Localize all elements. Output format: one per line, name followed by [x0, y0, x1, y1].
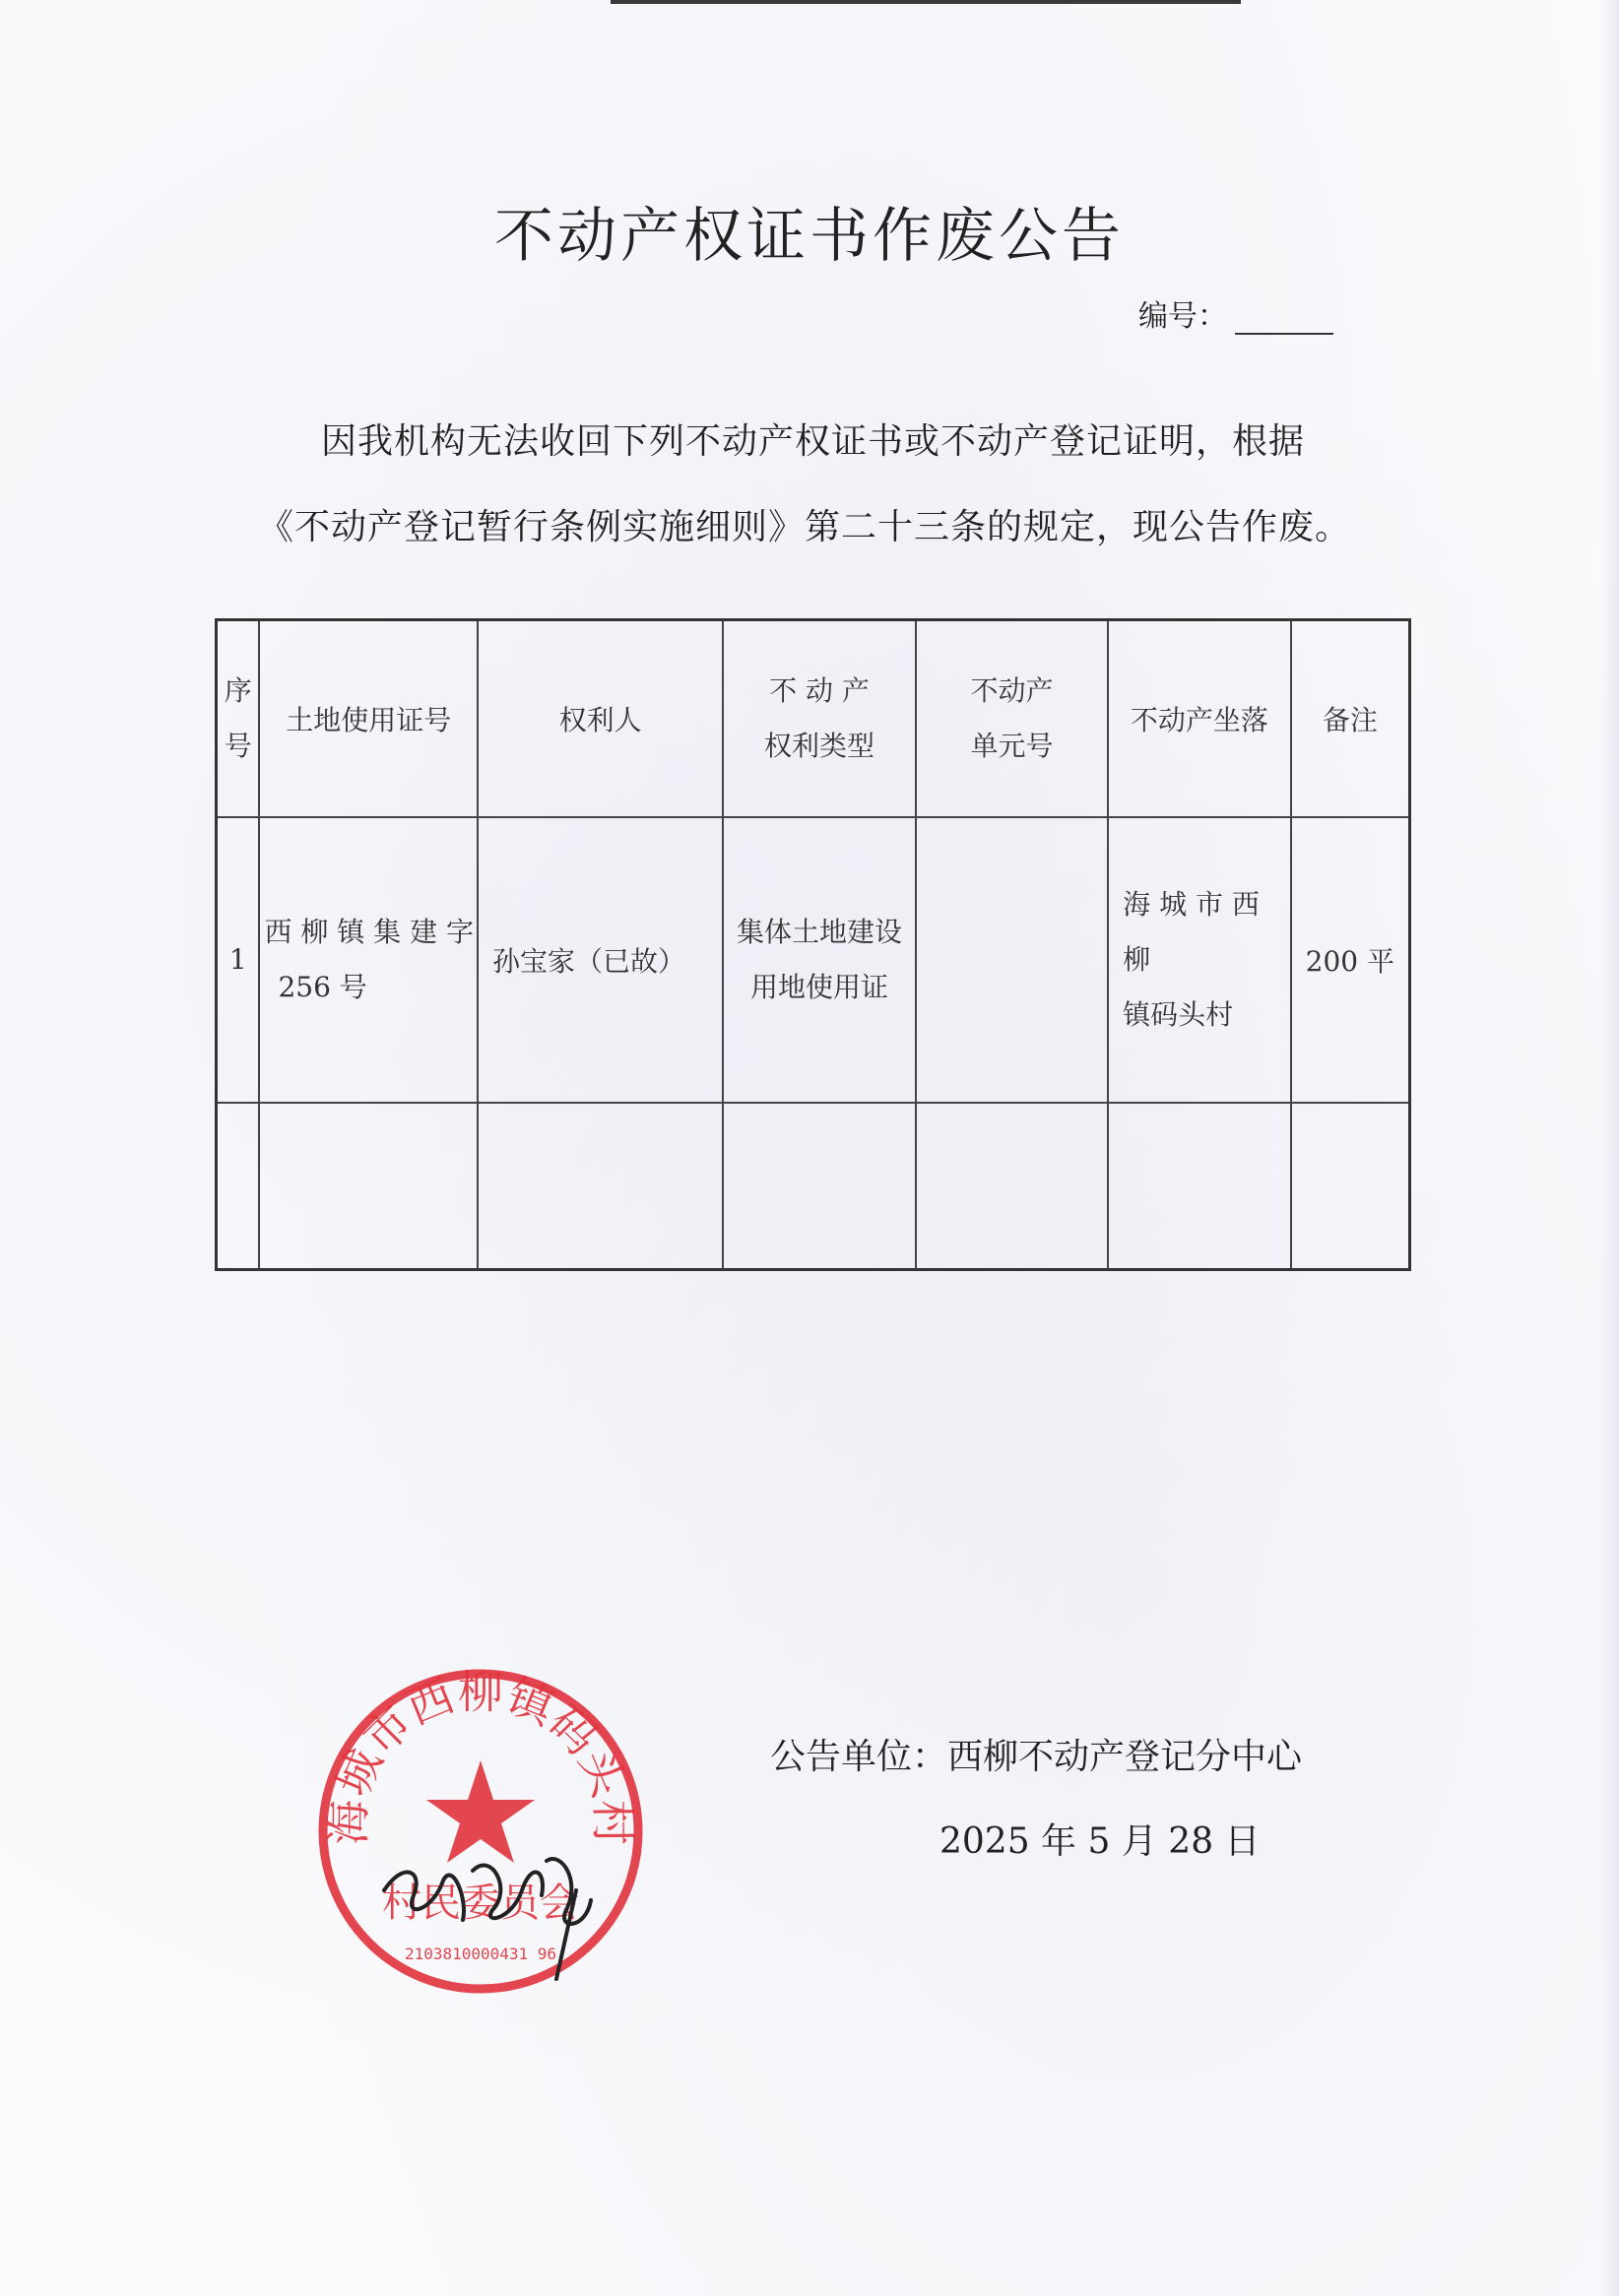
cell-owner: 孙宝家（已故） [478, 817, 723, 1103]
announcing-unit: 公告单位：西柳不动产登记分中心 [770, 1737, 1303, 1777]
notice-paragraph-line2: 《不动产登记暂行条例实施细则》第二十三条的规定，现公告作废。 [258, 507, 1352, 547]
header-owner: 权利人 [478, 620, 723, 817]
scan-edge-top [611, 0, 1241, 4]
certificate-table [215, 618, 1411, 1271]
cell-remark: 200 平 [1291, 817, 1410, 1103]
header-unit-line2: 单元号 [970, 729, 1054, 762]
signature-stroke [384, 1859, 591, 1979]
cell-cert-no [259, 817, 477, 1103]
empty-cell [478, 1103, 723, 1270]
announcement-date: 2025 年 5 月 28 日 [939, 1821, 1261, 1862]
table-row [217, 817, 1410, 1103]
serial-number-blank [1235, 305, 1333, 335]
cell-location-line2: 镇码头村 [1123, 997, 1234, 1031]
serial-number-label: 编号： [1138, 299, 1227, 334]
document-title: 不动产权证书作废公告 [494, 202, 1125, 271]
cell-cert-no-line1: 西 柳 镇 集 建 字 [264, 915, 474, 948]
header-remark: 备注 [1291, 620, 1410, 817]
header-location: 不动产坐落 [1108, 620, 1291, 817]
header-right-type-line2: 权利类型 [764, 729, 875, 762]
cell-right-type [723, 817, 915, 1103]
header-cert-no: 土地使用证号 [259, 620, 477, 817]
cell-unit-no [916, 817, 1108, 1103]
cell-cert-no-line2: 256 号 [278, 970, 367, 1003]
empty-cell [1291, 1103, 1410, 1270]
empty-cell [916, 1103, 1108, 1270]
cell-location-line1: 海 城 市 西 柳 [1123, 887, 1260, 976]
cell-seq: 1 [217, 817, 260, 1103]
serial-number-field [1138, 291, 1333, 335]
handwritten-signature [374, 1802, 630, 1999]
empty-cell [723, 1103, 915, 1270]
header-right-type [723, 620, 915, 817]
header-unit-line1: 不动产 [970, 673, 1054, 707]
seal-text: 海城市西柳镇码头村 [321, 1665, 640, 1846]
cell-right-type-line1: 集体土地建设 [737, 915, 903, 948]
seal-text-bottom: 村民委员会 [382, 1881, 579, 1926]
seal-code: 2103810000431 96 [404, 1945, 557, 1963]
header-seq [217, 620, 260, 817]
table-header-row [217, 620, 1410, 817]
empty-cell [259, 1103, 477, 1270]
cell-right-type-line2: 用地使用证 [750, 970, 889, 1003]
empty-cell [1108, 1103, 1291, 1270]
header-seq-text: 序号 [224, 673, 252, 762]
cell-location [1108, 817, 1291, 1103]
notice-paragraph-line1: 因我机构无法收回下列不动产权证书或不动产登记证明，根据 [321, 421, 1306, 462]
empty-cell [217, 1103, 260, 1270]
table-row-empty [217, 1103, 1410, 1270]
scan-edge-right [1599, 0, 1619, 2296]
header-unit-no [916, 620, 1108, 817]
header-right-type-line1: 不 动 产 [769, 673, 870, 707]
